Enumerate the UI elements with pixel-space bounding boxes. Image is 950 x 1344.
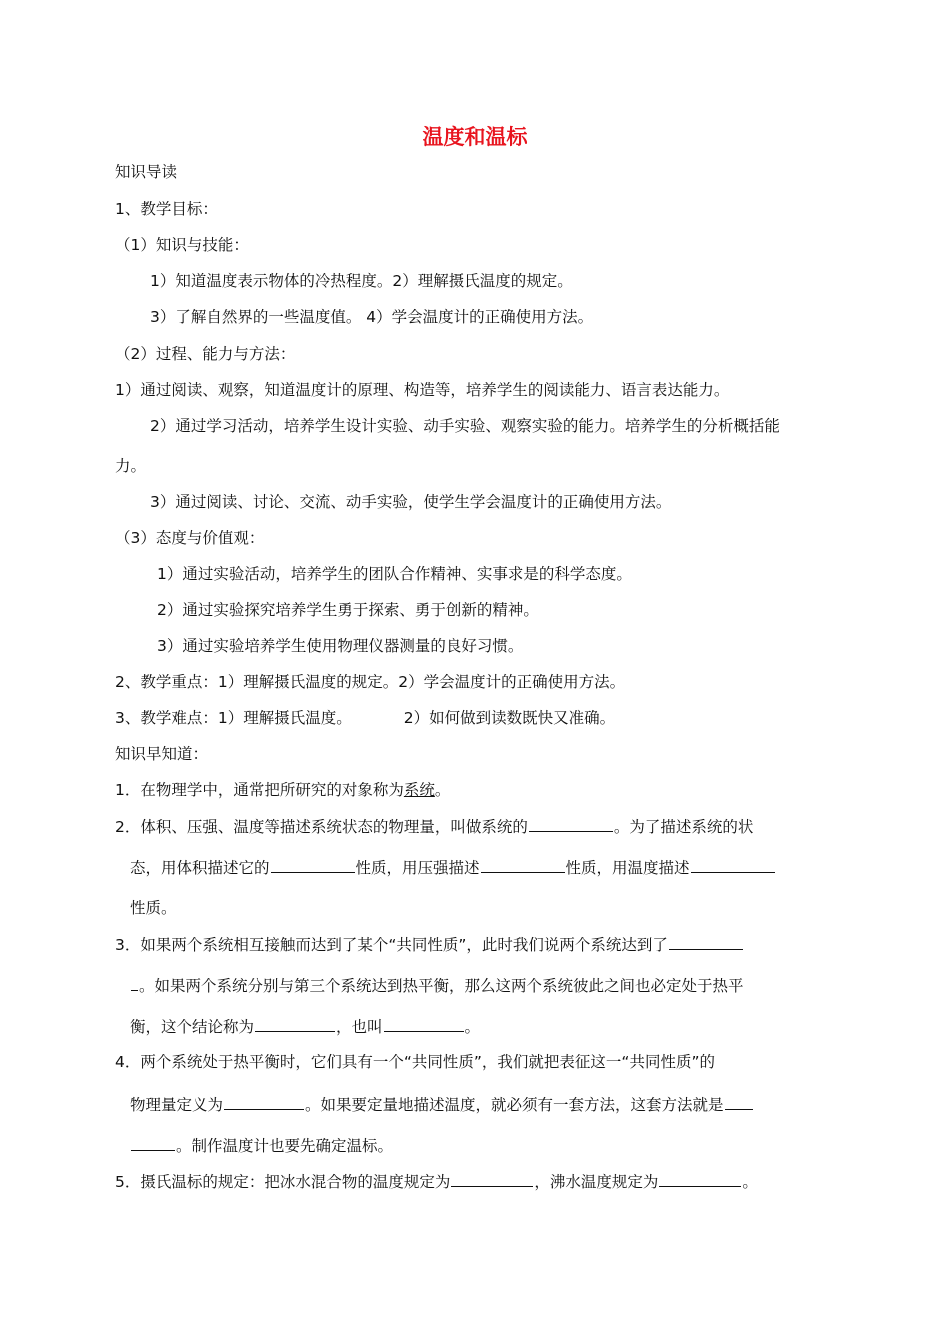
answer-blank[interactable]	[224, 1094, 304, 1110]
q2-text-c: 态，用体积描述它的	[130, 859, 270, 877]
question-4-line-1: 4．两个系统处于热平衡时，它们具有一个“共同性质”，我们就把表征这一“共同性质”的	[115, 1053, 715, 1071]
question-2-line-2	[130, 857, 776, 878]
question-2-line-3: 性质。	[130, 899, 177, 917]
page-title: 温度和温标	[422, 125, 528, 149]
attitude-heading: （3）态度与价值观：	[115, 529, 265, 547]
answer-blank[interactable]	[529, 816, 613, 832]
question-4-line-3	[130, 1135, 393, 1156]
question-1	[115, 780, 450, 800]
difficult-point-a: 3、教学难点：1）理解摄氏温度。	[115, 709, 352, 727]
difficult-point-b: 2）如何做到读数既快又准确。	[403, 709, 616, 727]
q4-text-b: 物理量定义为	[130, 1096, 224, 1114]
q1-end: 。	[434, 781, 451, 799]
answer-blank[interactable]	[451, 1171, 533, 1187]
answer-blank[interactable]	[131, 1135, 175, 1151]
section-early: 知识早知道：	[115, 745, 209, 763]
q3-text-e: 。	[464, 1018, 481, 1036]
answer-blank[interactable]	[255, 1016, 335, 1032]
process-item-2: 2）通过学习活动，培养学生设计实验、动手实验、观察实验的能力。培养学生的分析概括能	[150, 417, 780, 435]
answer-blank[interactable]	[271, 857, 355, 873]
process-item-3: 3）通过阅读、讨论、交流、动手实验，使学生学会温度计的正确使用方法。	[150, 493, 672, 511]
q2-text-a: 2．体积、压强、温度等描述系统状态的物理量，叫做系统的	[115, 818, 528, 836]
section-guide: 知识导读	[115, 163, 178, 181]
q5-text-b: ，沸水温度规定为	[534, 1173, 659, 1191]
answer-blank[interactable]	[131, 975, 138, 991]
q3-text-d: ，也叫	[336, 1018, 383, 1036]
question-4-line-2	[130, 1094, 754, 1115]
q5-text-a: 5．摄氏温标的规定：把冰水混合物的温度规定为	[115, 1173, 451, 1191]
q3-text-c: 衡，这个结论称为	[130, 1018, 255, 1036]
q4-text-d: 。制作温度计也要先确定温标。	[176, 1137, 394, 1155]
goals-heading: 1、教学目标：	[115, 200, 218, 218]
question-3-line-3	[130, 1016, 480, 1037]
question-2-line-1	[115, 816, 753, 837]
knowledge-item-2: 3）了解自然界的一些温度值。 4）学会温度计的正确使用方法。	[150, 308, 594, 326]
answer-blank[interactable]	[725, 1094, 753, 1110]
q2-text-b: 。为了描述系统的状	[613, 818, 754, 836]
process-item-1: 1）通过阅读、观察，知道温度计的原理、构造等，培养学生的阅读能力、语言表达能力。	[115, 381, 730, 399]
q3-text-a: 3．如果两个系统相互接触而达到了某个“共同性质”，此时我们说两个系统达到了	[115, 936, 668, 954]
attitude-item-3: 3）通过实验培养学生使用物理仪器测量的良好习惯。	[157, 637, 524, 655]
difficult-point	[115, 708, 615, 728]
process-heading: （2）过程、能力与方法：	[115, 345, 296, 363]
question-5	[115, 1171, 758, 1192]
attitude-item-1: 1）通过实验活动，培养学生的团队合作精神、实事求是的科学态度。	[157, 565, 632, 583]
knowledge-item-1: 1）知道温度表示物体的冷热程度。2）理解摄氏温度的规定。	[150, 272, 573, 290]
q2-text-e: 性质，用温度描述	[565, 859, 690, 877]
question-3-line-2	[130, 975, 744, 996]
answer-blank[interactable]	[384, 1016, 464, 1032]
answer-blank[interactable]	[481, 857, 565, 873]
q1-answer: 系统	[403, 781, 435, 799]
q3-text-b: 。如果两个系统分别与第三个系统达到热平衡，那么这两个系统彼此之间也必定处于热平	[139, 977, 744, 995]
attitude-item-2: 2）通过实验探究培养学生勇于探索、勇于创新的精神。	[157, 601, 539, 619]
process-item-2-cont: 力。	[115, 457, 147, 475]
answer-blank[interactable]	[691, 857, 775, 873]
key-point: 2、教学重点：1）理解摄氏温度的规定。2）学会温度计的正确使用方法。	[115, 673, 626, 691]
q2-text-d: 性质，用压强描述	[355, 859, 480, 877]
question-3-line-1	[115, 934, 744, 955]
q5-text-c: 。	[742, 1173, 758, 1191]
answer-blank[interactable]	[659, 1171, 741, 1187]
q1-text: 1．在物理学中，通常把所研究的对象称为	[115, 781, 404, 799]
knowledge-skill-heading: （1）知识与技能：	[115, 236, 249, 254]
q4-text-c: 。如果要定量地描述温度，就必须有一套方法，这套方法就是	[305, 1096, 724, 1114]
answer-blank[interactable]	[669, 934, 743, 950]
